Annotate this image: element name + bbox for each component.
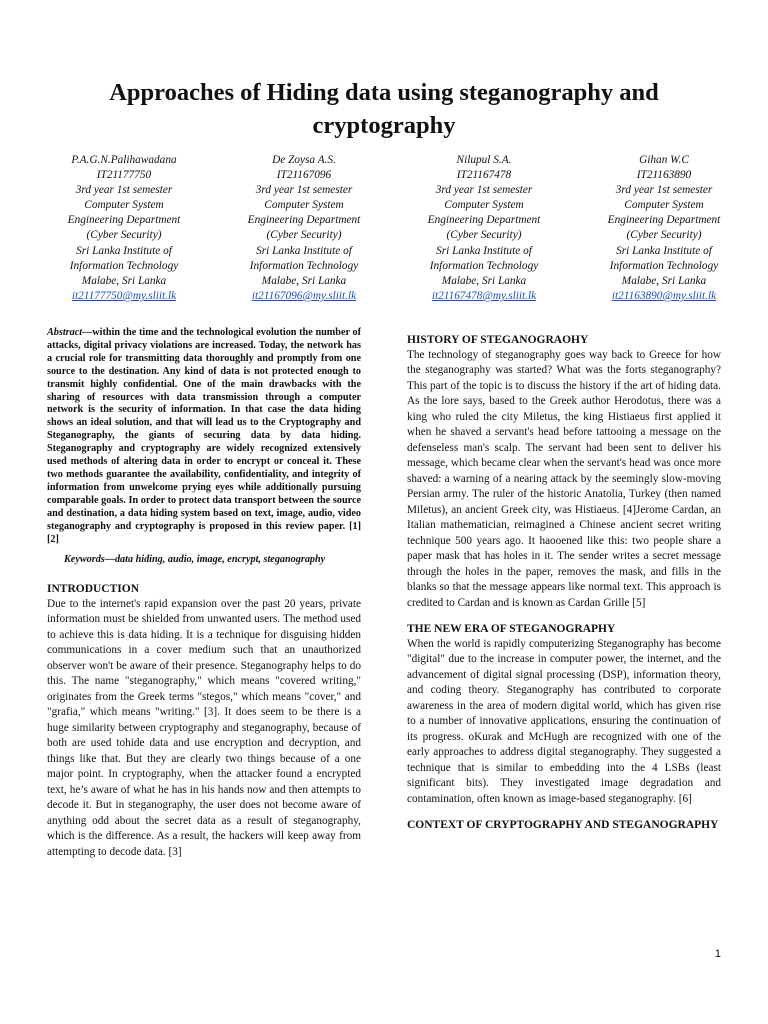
author-location: Malabe, Sri Lanka — [621, 274, 707, 287]
author-institute: Information Technology — [69, 259, 179, 272]
author-card — [40, 153, 208, 304]
section-heading-history: HISTORY OF STEGANOGRAOHY — [407, 334, 589, 346]
author-institute: Sri Lanka Institute of — [616, 244, 712, 257]
right-column — [407, 333, 721, 833]
author-email-link[interactable]: it21163890@my.sliit.lk — [611, 289, 717, 302]
author-program: Computer System — [624, 199, 704, 212]
author-card — [220, 153, 388, 304]
author-institute: Information Technology — [429, 259, 539, 272]
author-year: 3rd year 1st semester — [255, 184, 353, 197]
author-id: IT21167478 — [456, 169, 512, 182]
author-email-link[interactable]: it21167478@my.sliit.lk — [431, 289, 537, 302]
author-year: 3rd year 1st semester — [615, 184, 713, 197]
author-program: Computer System — [84, 199, 164, 212]
abstract-label: Abstract— — [47, 327, 93, 338]
author-name: Gihan W.C — [639, 154, 689, 166]
abstract — [47, 327, 361, 546]
author-department: Engineering Department — [607, 214, 721, 227]
left-column — [47, 327, 361, 860]
author-name: Nilupul S.A. — [456, 154, 512, 166]
section-heading-introduction: INTRODUCTION — [47, 583, 140, 596]
author-institute: Information Technology — [249, 259, 359, 272]
author-year: 3rd year 1st semester — [435, 184, 533, 197]
author-name: De Zoysa A.S. — [272, 154, 336, 166]
keywords: Keywords—data hiding, audio, image, encrypt, steganography — [64, 554, 326, 566]
author-specialization: (Cyber Security) — [446, 229, 522, 242]
author-department: Engineering Department — [67, 214, 181, 227]
author-id: IT21177750 — [96, 169, 152, 182]
author-specialization: (Cyber Security) — [626, 229, 702, 242]
author-institute: Sri Lanka Institute of — [436, 244, 532, 257]
section-heading-context: CONTEXT OF CRYPTOGRAPHY AND STEGANOGRAPHY — [407, 819, 719, 831]
author-specialization: (Cyber Security) — [86, 229, 162, 242]
paper-title: Approaches of Hiding data using steganography and cryptography — [109, 79, 659, 139]
author-location: Malabe, Sri Lanka — [261, 274, 347, 287]
author-specialization: (Cyber Security) — [266, 229, 342, 242]
author-id: IT21167096 — [276, 169, 332, 182]
author-institute: Sri Lanka Institute of — [76, 244, 172, 257]
author-year: 3rd year 1st semester — [75, 184, 173, 197]
author-location: Malabe, Sri Lanka — [441, 274, 527, 287]
section-body-introduction: Due to the internet's rapid expansion over the past 20 years, private information must be shielded from unwanted users. The method used to achieve this is data hiding. It is a technique for disguising hidden communications in a cover medium such that an unauthorized observer won't be aware of their presence. Steganography helps to do this. The name "steganography," which means "covered writing," originates from the Greek terms "stegos," which means "cover," and "grafia," which means "writing." [3]. It does seem to be there is a huge similarity between cryptography and steganography, because of both are used tohide data and use encryption and decryption, and things like that. But they are clearly two things because of a one major point. In cryptography, when the attacker found a encrypted text, he’s aware of what he has in his hands now and then attempts to decode it. But in steganography, the user does not become aware of anything odd about the secret data as a result of steganography, which is the difference. As a result, the hackers will keep away from attempting to decode data. [3] — [47, 597, 361, 858]
author-email-link[interactable]: it21167096@my.sliit.lk — [251, 289, 357, 302]
author-block — [40, 153, 760, 313]
author-program: Computer System — [264, 199, 344, 212]
abstract-text: within the time and the technological evolution the number of attacks, digital privacy violations are increased. Today, the network has a crucial role for transmitting data thoroughly and promptly from one source to the destination. Any kind of data is not protected enough to transmit highly confidential. One of the main drawbacks with the sharing of resources with data transmission through a computer network is the security of information. In that case the data hiding shows an ideal solution, and that will lead us to the Cryptography and Steganography, the giants of securing data by data hiding. Steganography and cryptography are widely recognized extensively used methods of altering data in order to encrypt or conceal it. These two methods guarantee the availability, confidentiality, and integrity of information from unwelcome prying eyes while additionally pursuing comparable goals. In order to protect data transport between the source and destination, a data hiding system based on text, image, audio, video steganography and cryptography is proposed in this review paper. [1] [2] — [47, 327, 361, 545]
author-program: Computer System — [444, 199, 524, 212]
section-body-history: The technology of steganography goes way back to Greece for how the steganography was started? What was the forts steganography? This part of the topic is to discuss the history if the art of hiding data. As the lore says, based to the Greek author Herodotus, there was a king who ruled the city Miletus, the king Histiaeus first applied it when he shaved a servant's head before tattooing a message on the defenseless man's scalp. The servant had been sent to deliver his message, which became clear when the servant's head was once more shaved: a warning of a nearing attack by the seemingly slow-moving Persian army. The ruler of the historic Anatolia, Turkey (then named Miletus), an ancient Greek city, was Histiaeus. [4]Jerome Cardan, an Italian mathematician, reimagined a Chinese ancient secret writing technique 500 years ago. It haooened like this: two people share a paper mask that has holes in it. The sender writes a secret message through the holes in the paper, removes the mask, and fills in the blanks so that the message appears like normal text. This approach is credited to Cardan and is known as Cardan Grille [5] — [407, 348, 721, 609]
author-department: Engineering Department — [247, 214, 361, 227]
author-card — [580, 153, 748, 304]
section-heading-new-era: THE NEW ERA OF STEGANOGRAPHY — [407, 623, 616, 635]
author-institute: Information Technology — [609, 259, 719, 272]
author-name: P.A.G.N.Palihawadana — [71, 154, 177, 166]
author-department: Engineering Department — [427, 214, 541, 227]
author-location: Malabe, Sri Lanka — [81, 274, 167, 287]
section-body-new-era: When the world is rapidly computerizing Steganography has become "digital" due to the increase in computer power, the internet, and the advancement of digital signal processing (DSP), information theory, and coding theory. Steganography has contributed to corporate awareness in the area of modern digital world, which has given rise to a number of innovative applications, ensuring the continuation of its progress. oKurak and McHugh are recognized with one of the early approaches to address digital steganography. They suggested a technique that is similar to embedding into the 4 LSBs (least significant bits). They investigated image degradation and contamination, often known as image-based steganography. [6] — [407, 637, 721, 805]
author-card — [400, 153, 568, 304]
author-email-link[interactable]: it21177750@my.sliit.lk — [71, 289, 177, 302]
author-institute: Sri Lanka Institute of — [256, 244, 352, 257]
author-id: IT21163890 — [636, 169, 692, 182]
page-number: 1 — [714, 948, 721, 960]
